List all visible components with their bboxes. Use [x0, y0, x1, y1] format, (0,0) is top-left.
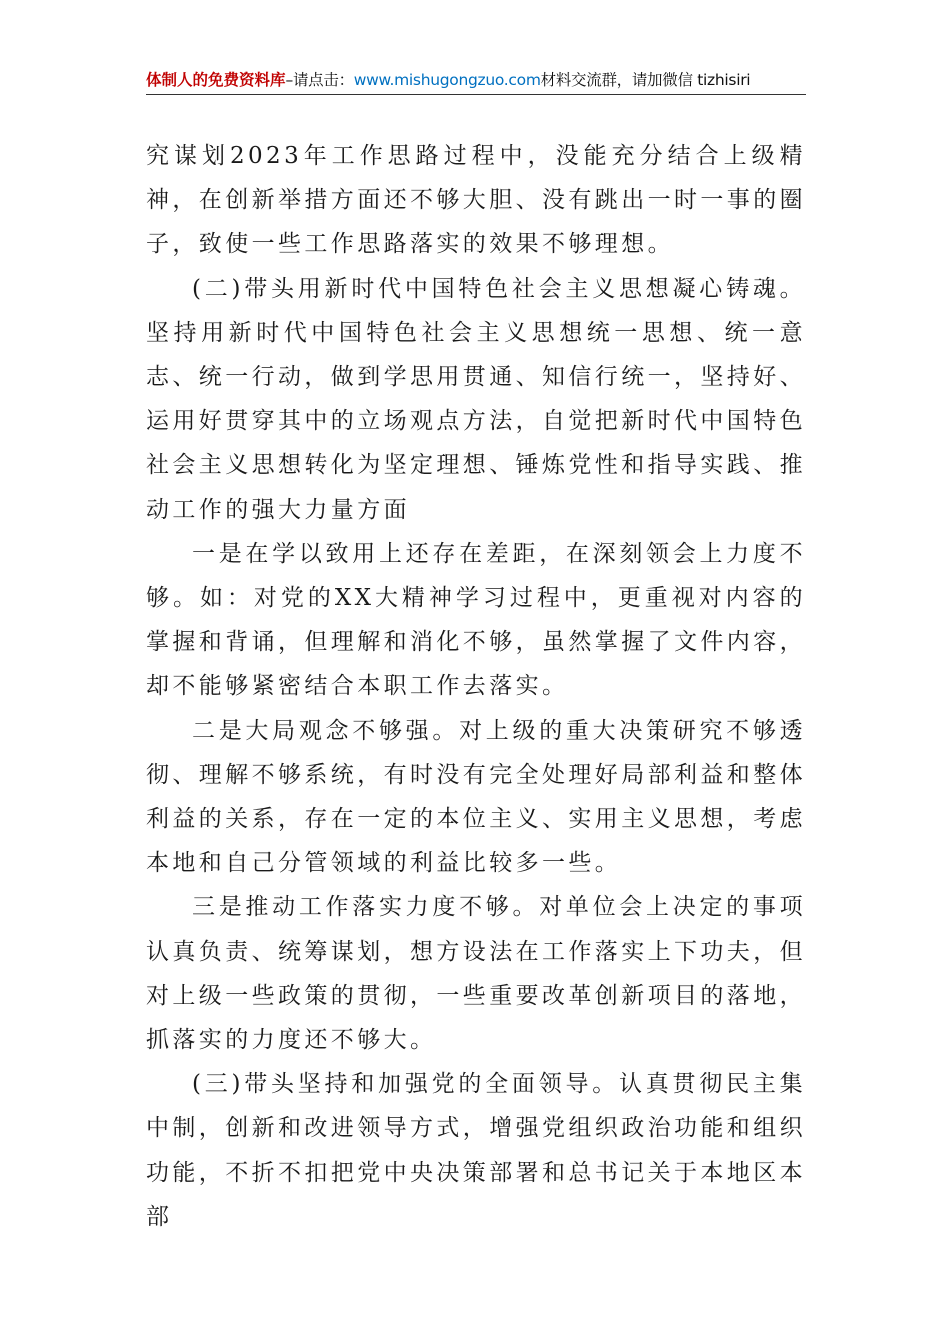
header-url-link[interactable]: www.mishugongzuo.com	[353, 71, 541, 89]
page-header	[146, 66, 806, 95]
paragraph-continuation: 究谋划2023年工作思路过程中，没能充分结合上级精神，在创新举措方面还不够大胆、没有跳出一时一事的圈子，致使一些工作思路落实的效果不够理想。	[146, 143, 806, 258]
header-tail: 材料交流群，请加微信 tizhisiri	[540, 71, 751, 89]
header-click-text: 请点击：	[292, 71, 354, 89]
section-heading-2: (二)带头用新时代中国特色社会主义思想凝心铸魂。坚持用新时代中国特色社会主义思想统一思想、统一意志、统一行动，做到学思用贯通、知信行统一，坚持好、运用好贯穿其中的立场观点方法，自觉把新时代中国特色社会主义思想转化为坚定理想、锤炼党性和指导实践、推动工作的强大力量方面	[146, 275, 806, 523]
header-brand: 体制人的免费资料库	[146, 71, 286, 89]
section-heading-3: (三)带头坚持和加强党的全面领导。认真贯彻民主集中制，创新和改进领导方式，增强党组织政治功能和组织功能，不折不扣把党中央决策部署和总书记关于本地区本部	[146, 1071, 806, 1230]
paragraph-point-2: 二是大局观念不够强。对上级的重大决策研究不够透彻、理解不够系统，有时没有完全处理好局部利益和整体利益的关系，存在一定的本位主义、实用主义思想，考虑本地和自己分管领域的利益比较多一些。	[146, 717, 806, 877]
document-body	[146, 134, 806, 1239]
paragraph-point-3: 三是推动工作落实力度不够。对单位会上决定的事项认真负责、统筹谋划，想方设法在工作落实上下功夫，但对上级一些政策的贯彻，一些重要改革创新项目的落地，抓落实的力度还不够大。	[146, 894, 806, 1054]
paragraph-point-1: 一是在学以致用上还存在差距，在深刻领会上力度不够。如：对党的XX大精神学习过程中，更重视对内容的掌握和背诵，但理解和消化不够，虽然掌握了文件内容，却不能够紧密结合本职工作去落实。	[146, 540, 806, 700]
header-dash: –	[285, 71, 293, 89]
